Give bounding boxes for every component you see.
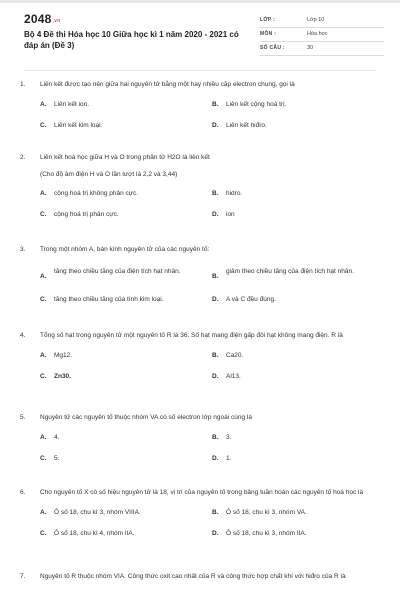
meta-value: 30 xyxy=(307,45,314,51)
question-number: 2. xyxy=(20,154,26,161)
options: A. Liên kết ion. B. Liên kết cộng hoá trị. C. Liên kết kim loại. D. Liên kết hiđro. xyxy=(40,100,287,129)
question-number: 6. xyxy=(20,489,26,496)
question-text: 2. Liên kết hoá học giữa H và O trong phân tử H2O là liên kết xyxy=(20,154,210,161)
question-6 xyxy=(20,488,376,550)
meta-row-subject xyxy=(260,28,384,42)
question-5 xyxy=(20,413,376,465)
question-text: 3. Trong một nhóm A, bán kính nguyên tử của các nguyên tố: xyxy=(20,246,210,253)
meta-row-class xyxy=(260,14,384,28)
meta-info xyxy=(260,14,384,56)
meta-key: SỐ CÂU : xyxy=(260,45,285,51)
question-1 xyxy=(20,80,376,132)
options: A. tăng theo chiều tăng của điện tích hạt nhân. B. giảm theo chiều tăng của điện tích hạt nhân. C. tăng theo chiều tăng của tính kim loại. D. A và C đều đúng. xyxy=(40,267,354,303)
question-3 xyxy=(20,245,376,311)
question-4 xyxy=(20,331,376,393)
options: A. Mg12. B. Ca20. C. Zn30. D. Al13. xyxy=(40,351,244,380)
meta-value: Hóa học xyxy=(307,31,328,37)
question-text: 7. Nguyên tố R thuộc nhóm VIA. Công thức oxit cao nhất của R và công thức hợp chất khí với hiđro của R là xyxy=(20,573,346,580)
question-list xyxy=(20,80,376,596)
question-number: 7. xyxy=(20,573,26,580)
options: A. Ô số 18, chu kì 3, nhóm VIIIA. B. Ô số 18, chu kì 3, nhóm VA. C. Ô số 18, chu kì 4, nhóm IIA. D. Ô số 18, chu kì 3, nhóm IIA. xyxy=(40,508,307,537)
document-header xyxy=(24,12,380,62)
question-text: 6. Cho nguyên tố X có số hiệu nguyên tử là 18, vị trí của nguyên tố trong bảng tuần hoàn các nguyên tố hoá học là xyxy=(20,489,364,496)
document-title: Bộ 4 Đề thi Hóa học 10 Giữa học kì 1 năm 2020 - 2021 có đáp án (Đề 3) xyxy=(24,30,239,50)
question-number: 3. xyxy=(20,246,26,253)
question-note: (Cho độ âm điện H và O lần lượt là 2,2 và 3,44) xyxy=(40,170,178,178)
site-logo[interactable]: 2048.vn xyxy=(24,12,61,26)
meta-row-count xyxy=(260,42,384,56)
question-number: 5. xyxy=(20,414,26,421)
meta-key: LỚP : xyxy=(260,17,276,23)
question-number: 4. xyxy=(20,332,26,339)
question-text: 1. Liên kết được tạo nên giữa hai nguyên tử bằng một hay nhiều cặp electron chung, gọi là xyxy=(20,81,295,88)
meta-key: MÔN : xyxy=(260,31,277,37)
question-text: 5. Nguyên tử các nguyên tố thuộc nhóm VA có số electron lớp ngoài cùng là xyxy=(20,414,252,421)
question-2 xyxy=(20,153,376,225)
top-strip xyxy=(0,0,400,3)
meta-value: Lớp 10 xyxy=(307,17,325,23)
header-divider xyxy=(24,70,376,71)
options: A. 4. B. 3. C. 5. D. 1. xyxy=(40,433,232,462)
question-7 xyxy=(20,572,376,596)
question-text: 4. Tổng số hạt trong nguyên tử một nguyên tố R là 36. Số hạt mang điện gấp đôi hạt không mang điện. R là xyxy=(20,332,343,339)
options: A. cộng hoá trị không phân cực. B. hidro. C. cộng hoá trị phân cực. D. ion xyxy=(40,190,243,218)
question-number: 1. xyxy=(20,81,26,88)
